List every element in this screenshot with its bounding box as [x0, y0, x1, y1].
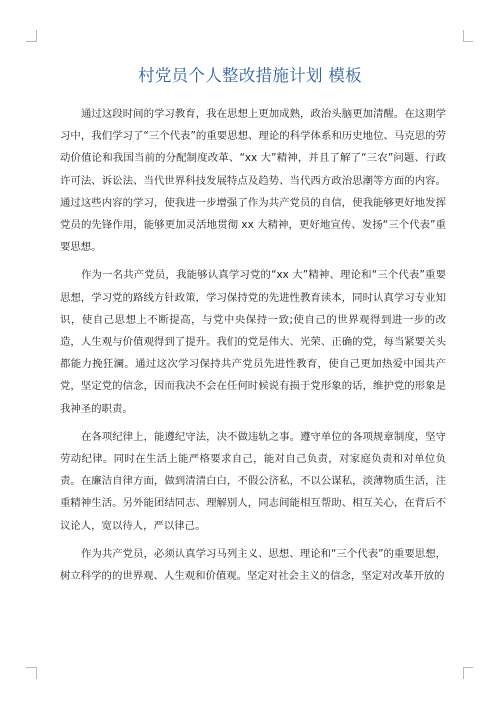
paragraph-2: 作为一名共产党员，我能够认真学习党的“xx 大”精神、理论和“三个代表”重要思想，学习党的路线方针政策，学习保持党的先进性教育读本，同时认真学习专业知识，使自己思想上不断提高，与党中央保持一致;使自己的世界观得到进一步的改造，人生观与价值观得到了提升。我们的党是伟大、光荣、正确的党，每当紧要关头都能力挽狂澜。通过这次学习保持共产党员先进性教育，使自己更加热爱中国共产党，坚定党的信念，因而我决不会在任何时候说有损于党形象的话，维护党的形象是我神圣的职责。	[60, 269, 446, 415]
crop-mark-top-right-horizontal	[463, 41, 473, 42]
paragraph-1: 通过这段时间的学习教育，我在思想上更加成熟，政治头脑更加清醒。在这期学习中，我们学习了“三个代表”的重要思想、理论的科学体系和历史地位、马克思的劳动价值论和我国当前的分配制度改革、“xx 大”精神，并且了解了“三农”问题、行政许可法、诉讼法、当代世界科技发展特点及趋势、当代西方政治思潮等方面的内容。通过这些内容的学习，使我进一步增强了作为共产党员的自信，使我能够更好地发挥党员的先锋作用，能够更加灵活地贯彻 xx 大精神，更好地宣传、发扬“三个代表”重要思想。	[60, 108, 446, 254]
crop-mark-top-left-horizontal	[26, 41, 36, 42]
document-title: 村党员个人整改措施计划 模板	[138, 66, 362, 85]
crop-mark-bottom-right-vertical	[463, 667, 464, 679]
document-body	[60, 103, 446, 593]
crop-mark-top-left-vertical	[36, 30, 37, 42]
paragraph-4: 作为共产党员，必须认真学习马列主义、思想、理论和“三个代表”的重要思想，树立科学的的世界观、人生观和价值观。坚定对社会主义的信念，坚定对改革开放的	[60, 547, 446, 583]
crop-mark-bottom-left-vertical	[36, 667, 37, 679]
crop-mark-bottom-right-horizontal	[463, 667, 473, 668]
crop-mark-bottom-left-horizontal	[26, 667, 36, 668]
crop-mark-top-right-vertical	[463, 30, 464, 42]
paragraph-3: 在各项纪律上，能遵纪守法，决不做违轨之事。遵守单位的各项规章制度，坚守劳动纪律。同时在生活上能严格要求自己，能对自己负责，对家庭负责和对单位负责。在廉洁自律方面，做到清清白白，不假公济私，不以公谋私，淡薄物质生活，注重精神生活。另外能团结同志、理解别人，同志间能相互帮助、相互关心，在背后不议论人，宽以待人，严以律己。	[60, 430, 446, 532]
